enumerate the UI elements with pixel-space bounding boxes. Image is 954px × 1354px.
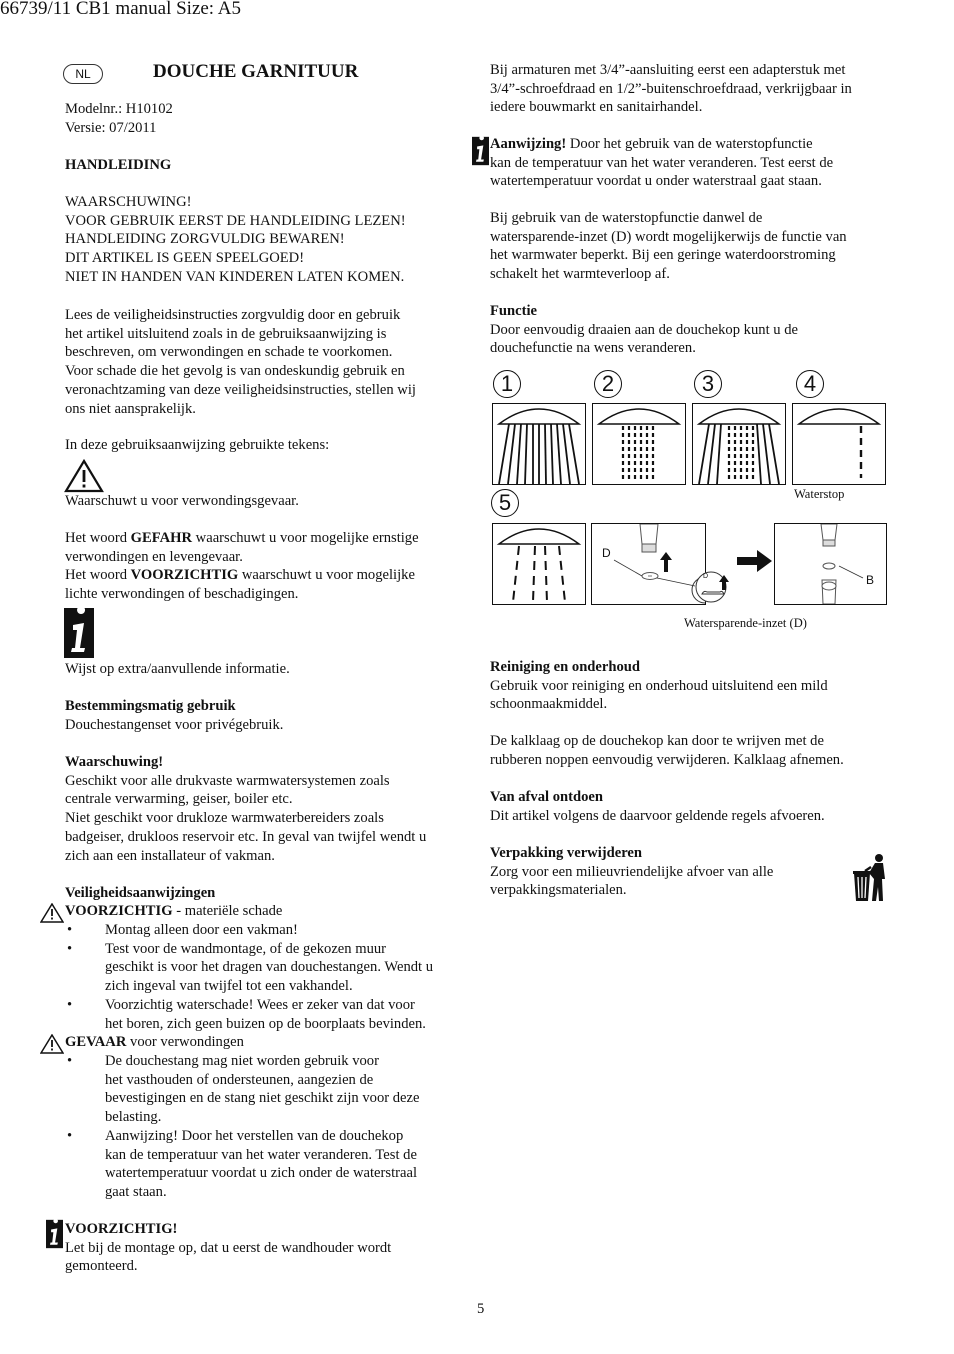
text-line: Test voor de wandmontage, of de gekozen muur xyxy=(105,940,387,957)
mode-number-2: 2 xyxy=(594,370,622,398)
text-line: Voorzichtig waterschade! Wees er zeker van dat voor xyxy=(105,996,415,1013)
arrow-right-icon xyxy=(737,549,773,578)
text-line: veronachtzaming van deze veiligheidsinstructies, stellen wij xyxy=(65,381,416,398)
text-line: iedere bouwmarkt en sanitairhandel. xyxy=(490,99,703,116)
section-heading: Bestemmingsmatig gebruik xyxy=(65,698,236,714)
model-info xyxy=(65,100,465,137)
text: waarschuwt u voor mogelijke xyxy=(238,567,415,584)
text-line: Geschikt voor alle drukvaste warmwatersystemen zoals xyxy=(65,772,390,789)
waterstop-label: Waterstop xyxy=(794,487,845,501)
label-b: B xyxy=(866,573,875,587)
text-line: centrale verwarming, geiser, boiler etc. xyxy=(65,791,293,808)
list-item xyxy=(67,1052,470,1127)
section-heading: Functie xyxy=(490,303,538,319)
bullet: • xyxy=(67,940,73,957)
disposal-section xyxy=(490,788,890,825)
model-number: Modelnr.: H10102 xyxy=(65,101,173,117)
text-line: het warmwater beperkt. Bij een geringe waterdoorstroming xyxy=(490,247,836,264)
list-item xyxy=(67,940,470,996)
text: waarschuwt u voor mogelijke ernstige xyxy=(192,530,419,546)
text-line: Door eenvoudig draaien aan de douchekop kunt u de xyxy=(490,321,798,338)
list-item xyxy=(67,921,470,940)
bullet: • xyxy=(67,922,73,938)
bullet: • xyxy=(67,1053,73,1069)
text-line: 3/4”-schroefdraad en 1/2”-buitenschroefdraad, verkrijgbaar in xyxy=(490,80,852,97)
list-item xyxy=(67,1127,470,1202)
page-title: DOUCHE GARNITUUR xyxy=(153,61,359,82)
text-line: Lees de veiligheidsinstructies zorgvuldig door en gebruik xyxy=(65,307,401,323)
text-line: watertemperatuur voordat u zich onder de waterstraal xyxy=(105,1165,417,1182)
text-line: schoonmaakmiddel. xyxy=(490,696,608,713)
language-badge: NL xyxy=(63,64,103,84)
mode-number-4: 4 xyxy=(796,370,824,398)
function-section xyxy=(490,302,890,358)
spray-mode-full xyxy=(492,403,586,485)
text-line: Bij armaturen met 3/4”-aansluiting eerst een adapterstuk met xyxy=(490,62,846,78)
danger-bullet-list xyxy=(67,1052,470,1202)
insert-caption: Watersparende-inzet (D) xyxy=(684,616,807,630)
version: Versie: 07/2011 xyxy=(65,119,157,136)
section-heading: Waarschuwing! xyxy=(65,754,164,770)
bullet: • xyxy=(67,1127,73,1144)
insert-diagram-before xyxy=(591,523,709,605)
text: - materiële schade xyxy=(172,903,283,919)
text-line: lichte verwondingen of beschadigingen. xyxy=(65,586,299,603)
mode-number-5: 5 xyxy=(491,489,519,517)
waterstop-paragraph xyxy=(490,209,890,284)
warning-line: DIT ARTIKEL IS GEEN SPEELGOED! xyxy=(65,250,305,267)
caution-note xyxy=(65,1220,465,1276)
warning-line: HANDLEIDING ZORGVULDIG BEWAREN! xyxy=(65,231,345,248)
danger-line xyxy=(65,1033,465,1052)
text: Door het gebruik van de waterstopfunctie xyxy=(566,136,813,152)
text-line: Gebruik voor reiniging en onderhoud uitsluitend een mild xyxy=(490,677,828,694)
text-line: badgeiser, drukloos reservoir etc. In geval van twijfel wendt u xyxy=(65,828,427,845)
signal-word: VOORZICHTIG xyxy=(65,903,173,919)
info-icon xyxy=(64,608,94,658)
spray-mode-massage xyxy=(492,523,586,605)
text-line: het boren, zich geen buizen op de boorplaats bevinden. xyxy=(105,1015,426,1032)
section-heading: Verpakking verwijderen xyxy=(490,845,643,861)
text-line: verwondingen en levengevaar. xyxy=(65,548,243,565)
caution-bullet-list xyxy=(67,921,470,1033)
text-line: bevestigingen en de stang niet geschikt zijn voor deze xyxy=(105,1090,420,1107)
warning-line: VOOR GEBRUIK EERST DE HANDLEIDING LEZEN! xyxy=(65,212,406,229)
text-line: De douchestang mag niet worden gebruik voor xyxy=(105,1053,379,1069)
note-paragraph xyxy=(490,135,890,191)
spray-mode-combined xyxy=(692,403,786,485)
signal-word: Aanwijzing! xyxy=(490,136,567,152)
text-line: kan de temperatuur van het water veranderen. Test eerst de xyxy=(490,154,834,171)
text: voor verwondingen xyxy=(126,1034,244,1050)
warning-triangle-icon xyxy=(64,459,104,493)
text-line: watersparende-inzet (D) wordt mogelijkerwijs de functie van xyxy=(490,228,847,245)
intended-use xyxy=(65,697,465,734)
text-line: het artikel uitsluitend zoals in de gebruiksaanwijzing is xyxy=(65,325,387,342)
text-line: kan de temperatuur van het water veranderen. Test de xyxy=(105,1146,417,1163)
text-line: Let bij de montage op, dat u eerst de wandhouder wordt xyxy=(65,1239,392,1256)
info-symbol-text: Wijst op extra/aanvullende informatie. xyxy=(65,661,290,677)
caution-line xyxy=(65,902,465,921)
info-icon xyxy=(46,1219,63,1249)
mode-number-3: 3 xyxy=(694,370,722,398)
bullet: • xyxy=(67,996,73,1013)
text-line: het vasthouden of ondersteunen, aangezien de xyxy=(105,1071,374,1088)
text-line: watertemperatuur voordat u onder waterstraal gaat staan. xyxy=(490,173,822,190)
text-line: Bij gebruik van de waterstopfunctie danwel de xyxy=(490,210,763,226)
cleaning-section xyxy=(490,658,890,714)
warning-block xyxy=(65,193,465,287)
adapter-paragraph xyxy=(490,61,890,117)
text-line: verpakkingsmaterialen. xyxy=(490,882,627,899)
section-heading: Reiniging en onderhoud xyxy=(490,659,641,675)
text-line: zich aan een installateur of vakman. xyxy=(65,847,275,864)
info-icon xyxy=(472,136,489,166)
warn-symbol-text: Waarschuwt u voor verwondingsgevaar. xyxy=(65,493,299,509)
text-line: zich ingeval van twijfel tot een vakhandel. xyxy=(105,978,353,995)
text-line: gemonteerd. xyxy=(65,1258,138,1275)
text-line: schakelt het warmteverloop af. xyxy=(490,266,670,283)
text-line: Niet geschikt voor drukloze warmwaterbereiders zoals xyxy=(65,810,384,827)
signal-word: VOORZICHTIG xyxy=(130,567,239,584)
text-line: ons niet aansprakelijk. xyxy=(65,400,196,417)
section-heading: Van afval ontdoen xyxy=(490,789,603,805)
section-heading: Veiligheidsaanwijzingen xyxy=(65,885,216,901)
safety-intro xyxy=(65,306,465,418)
text: Het woord xyxy=(65,567,131,584)
symbols-intro: In deze gebruiksaanwijzing gebruikte tekens: xyxy=(65,437,330,453)
insert-detail-circle xyxy=(694,570,734,609)
text-line: Aanwijzing! Door het verstellen van de douchekop xyxy=(105,1127,404,1144)
text-line: Zorg voor een milieuvriendelijke afvoer van alle xyxy=(490,863,774,880)
packaging-section xyxy=(490,844,890,900)
text-line: Voor schade die het gevolg is van ondeskundig gebruik en xyxy=(65,363,405,380)
insert-diagram-after xyxy=(774,523,887,605)
page-number: 5 xyxy=(477,1301,485,1317)
spray-mode-waterstop xyxy=(792,403,886,485)
text-line: belasting. xyxy=(105,1109,162,1126)
text-line: Dit artikel volgens de daarvoor geldende regels afvoeren. xyxy=(490,807,825,824)
warning-triangle-icon xyxy=(40,1034,64,1054)
signal-word: GEVAAR xyxy=(65,1034,127,1050)
text-line: beschreven, om verwondingen en schade te voorkomen. xyxy=(65,344,393,361)
mode-number-1: 1 xyxy=(493,370,521,398)
warning-line: NIET IN HANDEN VAN KINDEREN LATEN KOMEN. xyxy=(65,268,405,285)
list-item xyxy=(67,996,470,1033)
manual-heading: HANDLEIDING xyxy=(65,157,172,173)
label-d-small: D xyxy=(703,573,709,580)
text-line: gaat staan. xyxy=(105,1183,167,1200)
signal-word: GEFAHR xyxy=(130,530,193,546)
text-line: geschikt is voor het dragen van douchestangen. Wendt u xyxy=(105,959,434,976)
warning-line: WAARSCHUWING! xyxy=(65,194,192,210)
section-heading: VOORZICHTIG! xyxy=(65,1221,178,1237)
spray-mode-pulse xyxy=(592,403,686,485)
label-d: D xyxy=(602,546,611,560)
recycling-bin-icon xyxy=(851,853,891,908)
text-line: Montag alleen door een vakman! xyxy=(105,922,298,938)
text: Het woord xyxy=(65,530,131,546)
print-header: 66739/11 CB1 manual Size: A5 xyxy=(0,0,242,19)
text-line: rubberen noppen eenvoudig verwijderen. Kalklaag afnemen. xyxy=(490,751,844,768)
text-line: douchefunctie na wens veranderen. xyxy=(490,340,696,357)
gefahr-definition xyxy=(65,529,465,604)
text-line: De kalklaag op de douchekop kan door te wrijven met de xyxy=(490,733,824,749)
warning-triangle-icon xyxy=(40,903,64,923)
warning-section xyxy=(65,753,465,865)
limescale-paragraph xyxy=(490,732,890,769)
text-line: Douchestangenset voor privégebruik. xyxy=(65,716,284,733)
